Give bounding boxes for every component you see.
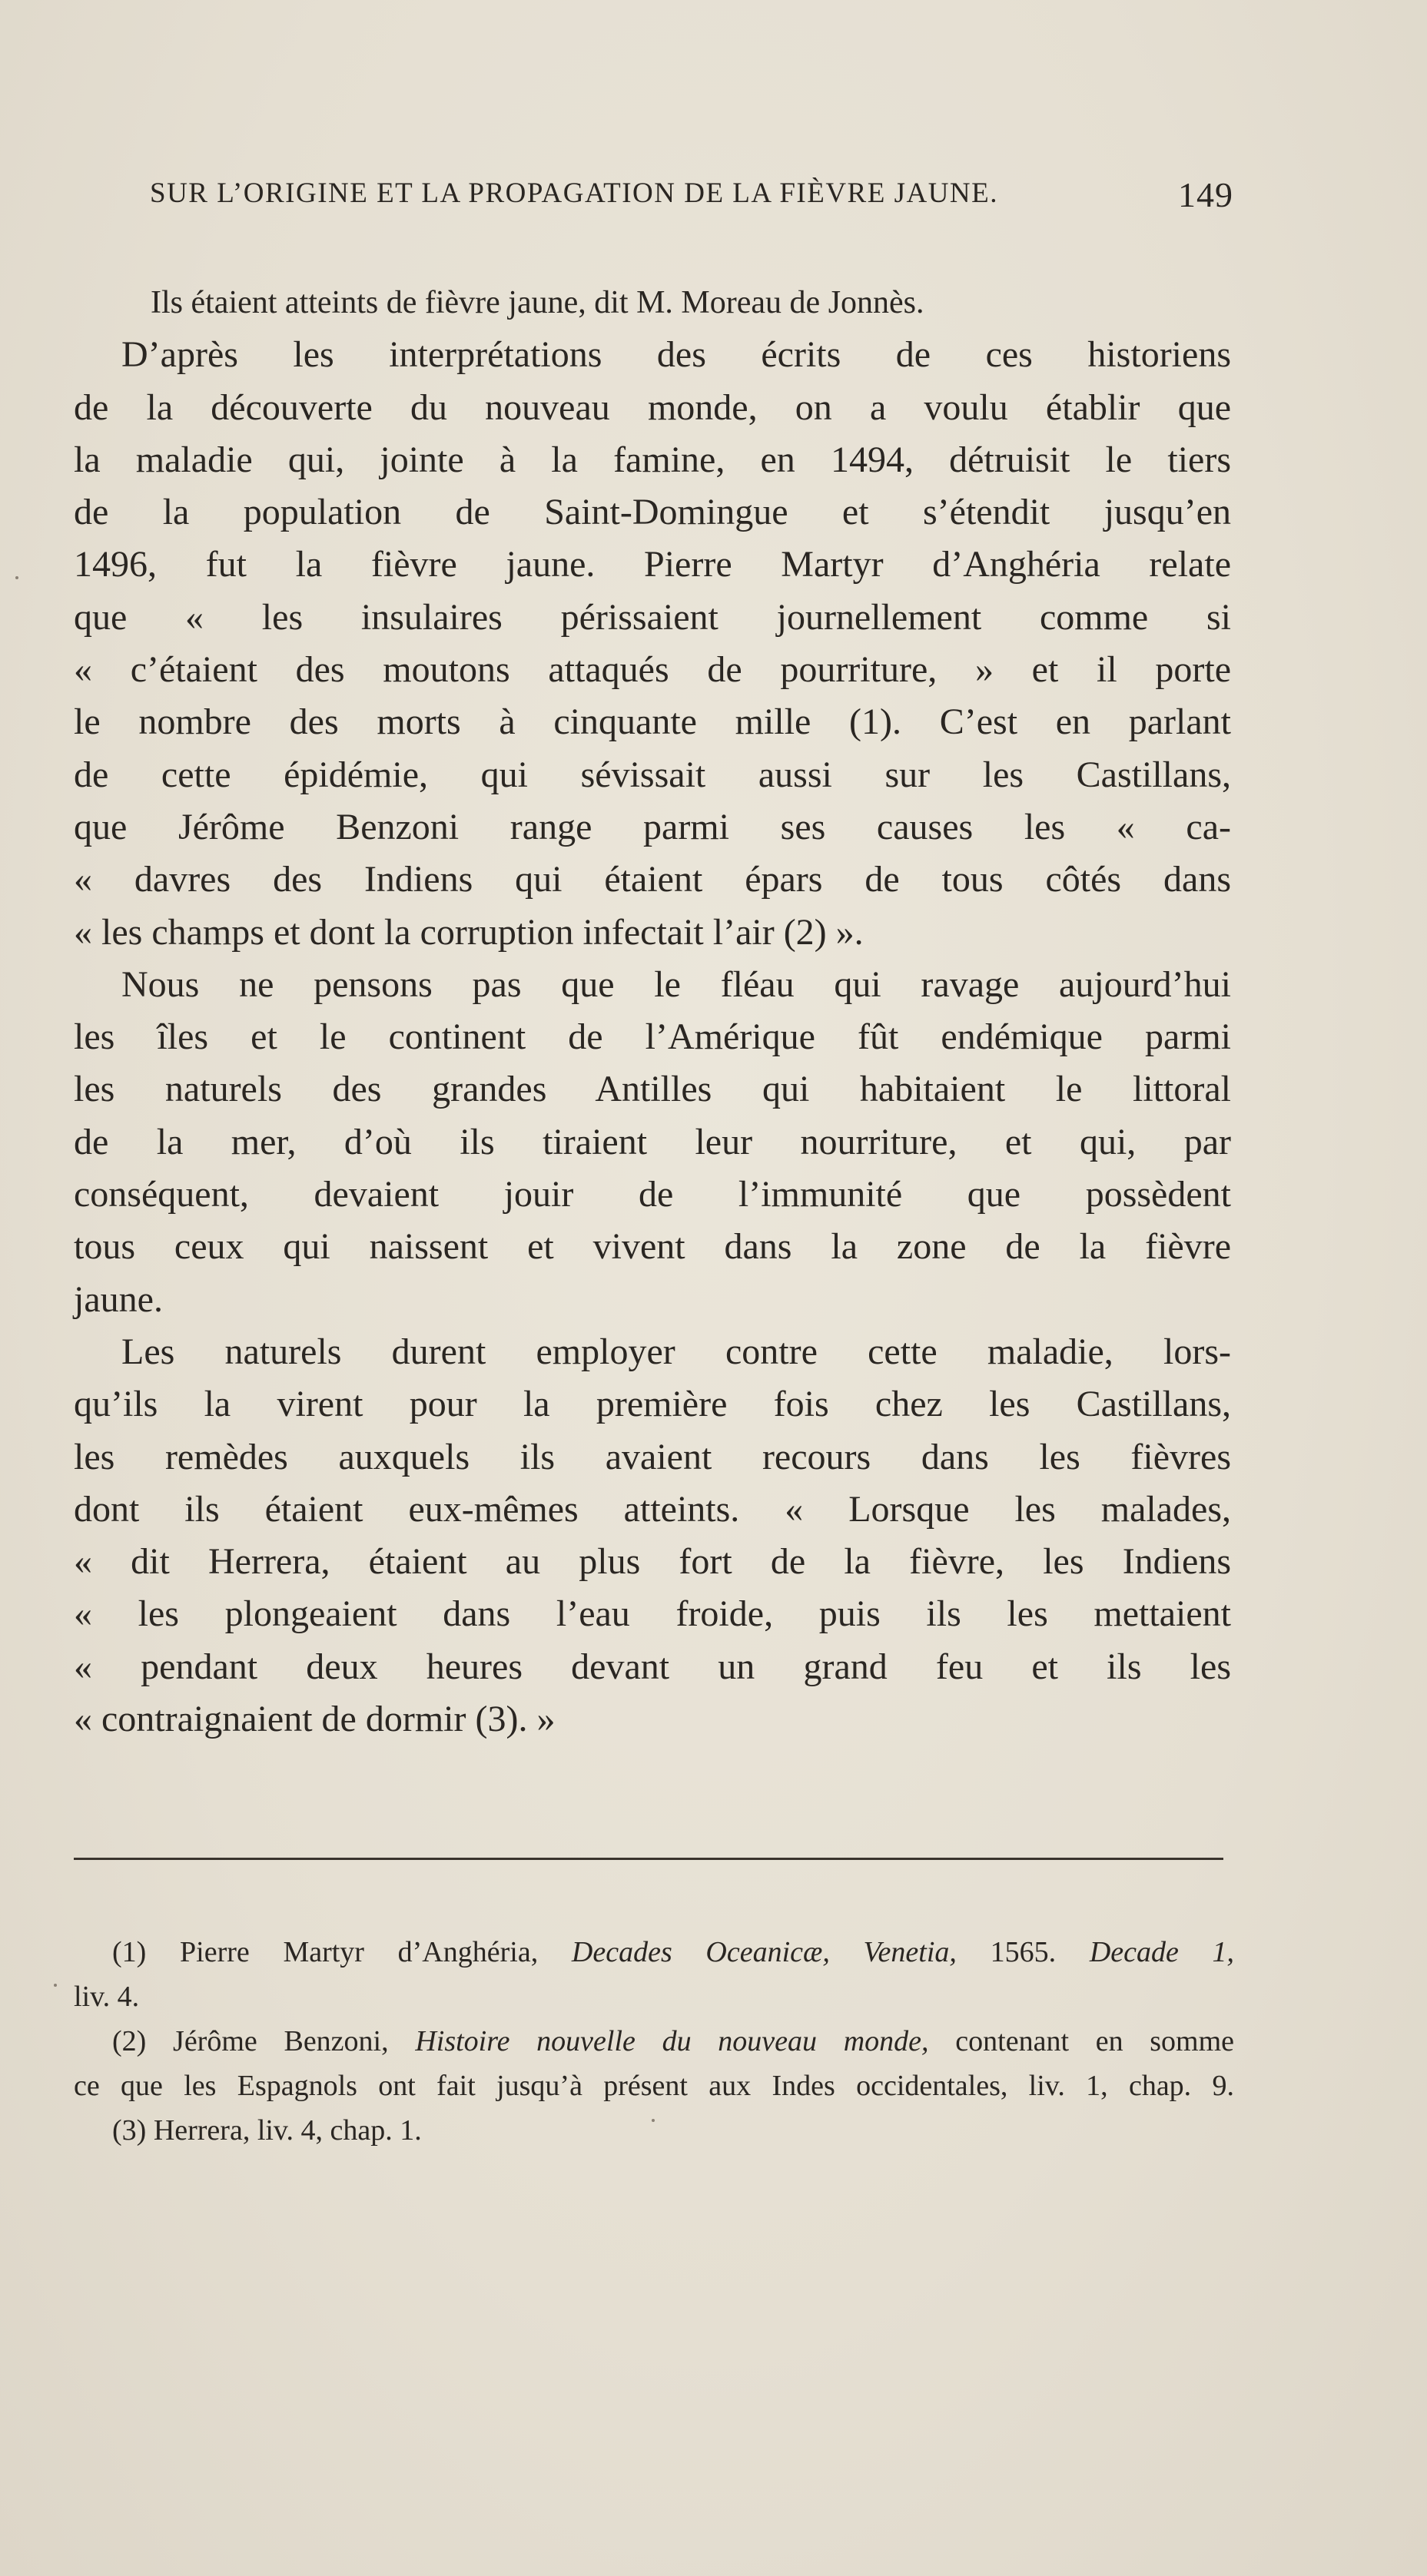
body-line: dont ils étaient eux-mêmes atteints. « Lorsque les malades, xyxy=(74,1488,1231,1530)
body-line: tous ceux qui naissent et vivent dans la zone de la fièvre xyxy=(74,1226,1231,1268)
body-line: les naturels des grandes Antilles qui habitaient le littoral xyxy=(74,1069,1231,1110)
paper-speck xyxy=(54,1984,57,1987)
footnote-author: Pierre Martyr d’Anghéria, xyxy=(180,1936,539,1968)
body-line: Les naturels durent employer contre cette maladie, lors- xyxy=(121,1331,1231,1372)
footnote-text: ce que les Espagnols ont fait jusqu’à présent aux Indes occidentales, liv. 1, chap. 9. xyxy=(74,2070,1234,2102)
body-line: « pendant deux heures devant un grand feu et ils les xyxy=(74,1646,1231,1687)
footnote-3 xyxy=(74,2108,1234,2153)
footnote-rule xyxy=(74,1858,1223,1860)
footnote-1 xyxy=(74,1930,1234,1974)
body-line: que Jérôme Benzoni range parmi ses causes les « ca- xyxy=(74,806,1231,847)
body-line: « les plongeaient dans l’eau froide, puis ils les mettaient xyxy=(74,1593,1231,1635)
page-number: 149 xyxy=(1178,175,1233,214)
body-line: Nous ne pensons pas que le fléau qui ravage aujourd’hui xyxy=(121,963,1231,1005)
paper-speck xyxy=(15,576,18,579)
body-line: de la mer, d’où ils tiraient leur nourriture, et qui, par xyxy=(74,1121,1231,1162)
body-line: jaune. xyxy=(74,1278,163,1320)
body-line: la maladie qui, jointe à la famine, en 1494, détruisit le tiers xyxy=(74,439,1231,480)
body-line: « c’étaient des moutons attaqués de pourriture, » et il porte xyxy=(74,649,1231,691)
footnote-marker: (1) xyxy=(112,1936,147,1968)
body-text xyxy=(74,277,1231,1746)
footnote-text: Decade 1, xyxy=(1089,1936,1235,1968)
body-line: de cette épidémie, qui sévissait aussi sur les Castillans, xyxy=(74,754,1231,795)
footnote-2 xyxy=(74,2019,1234,2064)
body-line: le nombre des morts à cinquante mille (1). C’est en parlant xyxy=(74,701,1231,743)
footnote-marker: (3) xyxy=(112,2114,147,2147)
body-line: « contraignaient de dormir (3). » xyxy=(74,1699,556,1740)
body-line: de la population de Saint-Domingue et s’étendit jusqu’en xyxy=(74,492,1231,533)
footnote-1-cont xyxy=(74,1974,1234,2019)
body-line: D’après les interprétations des écrits de ces historiens xyxy=(121,334,1231,376)
body-line: 1496, fut la fièvre jaune. Pierre Martyr d’Anghéria relate xyxy=(74,544,1231,585)
body-line: les îles et le continent de l’Amérique fût endémique parmi xyxy=(74,1016,1231,1058)
body-line: conséquent, devaient jouir de l’immunité que possèdent xyxy=(74,1174,1231,1215)
body-line: que « les insulaires périssaient journellement comme si xyxy=(74,596,1231,638)
body-line: qu’ils la virent pour la première fois chez les Castillans, xyxy=(74,1384,1231,1425)
running-head xyxy=(150,171,1233,217)
footnote-marker: (2) xyxy=(112,2025,147,2057)
body-line: « dit Herrera, étaient au plus fort de la fièvre, les Indiens xyxy=(74,1541,1231,1583)
running-title: SUR L’ORIGINE ET LA PROPAGATION DE LA FIÈVRE JAUNE. xyxy=(150,177,998,209)
body-line: de la découverte du nouveau monde, on a voulu établir que xyxy=(74,386,1231,428)
footnote-text: liv. 4. xyxy=(74,1981,140,2013)
footnote-title: Histoire nouvelle du nouveau monde, xyxy=(415,2025,929,2057)
footnote-author: Jérôme Benzoni, xyxy=(173,2025,389,2057)
body-line: Ils étaient atteints de fièvre jaune, dit M. Moreau de Jonnès. xyxy=(151,285,924,320)
footnote-text: Herrera, liv. 4, chap. 1. xyxy=(153,2114,422,2147)
paper-speck xyxy=(652,2119,655,2122)
footnote-text: contenant en somme xyxy=(955,2025,1235,2057)
footnote-2-cont xyxy=(74,2064,1234,2108)
body-line: les remèdes auxquels ils avaient recours dans les fièvres xyxy=(74,1436,1231,1477)
body-line: « davres des Indiens qui étaient épars de tous côtés dans xyxy=(74,859,1231,900)
footnote-text: 1565. xyxy=(990,1936,1057,1968)
footnote-title: Decades Oceanicæ, Venetia, xyxy=(571,1936,957,1968)
body-line: « les champs et dont la corruption infectait l’air (2) ». xyxy=(74,911,864,953)
